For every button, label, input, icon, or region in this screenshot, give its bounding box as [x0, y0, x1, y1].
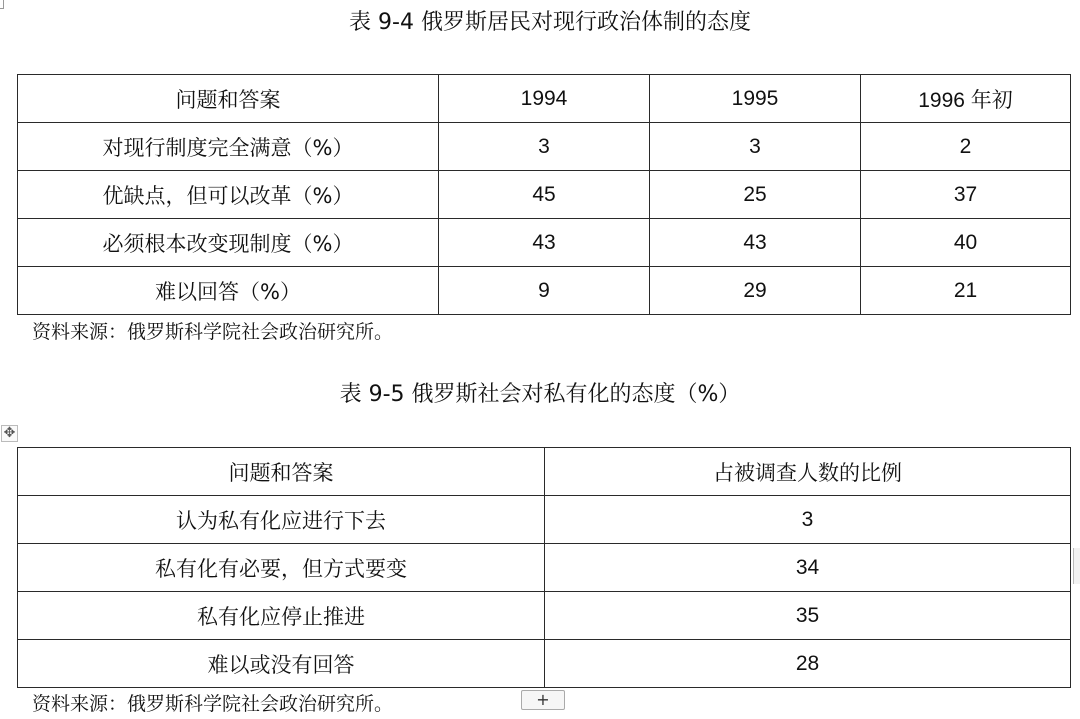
table-row [18, 267, 1071, 315]
table-row [18, 544, 1071, 592]
table-cell[interactable]: 难以回答（%） [18, 267, 439, 315]
header-cell-1994[interactable]: 1994 [439, 75, 650, 123]
table-cell[interactable]: 认为私有化应进行下去 [18, 496, 545, 544]
table-9-4-source-note: 资料来源：俄罗斯科学院社会政治研究所。 [32, 321, 394, 343]
table-header-row [18, 75, 1071, 123]
table-cell[interactable]: 37 [861, 171, 1071, 219]
add-row-button[interactable]: + [521, 690, 565, 710]
table-row [18, 219, 1071, 267]
table-cell[interactable]: 43 [650, 219, 861, 267]
header-cell-question[interactable]: 问题和答案 [18, 448, 545, 496]
table-cell[interactable]: 难以或没有回答 [18, 640, 545, 688]
table-resize-handle[interactable] [1073, 548, 1080, 584]
header-cell-1996[interactable]: 1996 年初 [861, 75, 1071, 123]
table-9-5-source-note: 资料来源：俄罗斯科学院社会政治研究所。 [32, 693, 394, 715]
table-9-4 [17, 74, 1071, 315]
table-header-row [18, 448, 1071, 496]
table-cell[interactable]: 29 [650, 267, 861, 315]
table-cell[interactable]: 43 [439, 219, 650, 267]
table-row [18, 496, 1071, 544]
table-cell[interactable]: 私有化有必要，但方式要变 [18, 544, 545, 592]
table-cell[interactable]: 对现行制度完全满意（%） [18, 123, 439, 171]
table-cell[interactable]: 9 [439, 267, 650, 315]
table-cell[interactable]: 34 [545, 544, 1071, 592]
table-9-5 [17, 447, 1071, 688]
table-row [18, 123, 1071, 171]
table-cell[interactable]: 必须根本改变现制度（%） [18, 219, 439, 267]
table-cell[interactable]: 28 [545, 640, 1071, 688]
header-cell-question[interactable]: 问题和答案 [18, 75, 439, 123]
table-9-5-caption: 表 9-5 俄罗斯社会对私有化的态度（%） [339, 382, 741, 407]
table-move-handle-icon[interactable]: ✥ [1, 425, 18, 442]
table-row [18, 640, 1071, 688]
table-cell[interactable]: 优缺点，但可以改革（%） [18, 171, 439, 219]
page-corner-mark [0, 0, 4, 9]
table-cell[interactable]: 3 [545, 496, 1071, 544]
table-row [18, 592, 1071, 640]
header-cell-proportion[interactable]: 占被调查人数的比例 [545, 448, 1071, 496]
table-cell[interactable]: 3 [439, 123, 650, 171]
table-row [18, 171, 1071, 219]
header-cell-1995[interactable]: 1995 [650, 75, 861, 123]
table-cell[interactable]: 45 [439, 171, 650, 219]
table-9-4-caption: 表 9-4 俄罗斯居民对现行政治体制的态度 [349, 10, 751, 35]
table-cell[interactable]: 35 [545, 592, 1071, 640]
table-cell[interactable]: 2 [861, 123, 1071, 171]
table-cell[interactable]: 25 [650, 171, 861, 219]
table-cell[interactable]: 21 [861, 267, 1071, 315]
table-cell[interactable]: 3 [650, 123, 861, 171]
table-cell[interactable]: 40 [861, 219, 1071, 267]
table-cell[interactable]: 私有化应停止推进 [18, 592, 545, 640]
